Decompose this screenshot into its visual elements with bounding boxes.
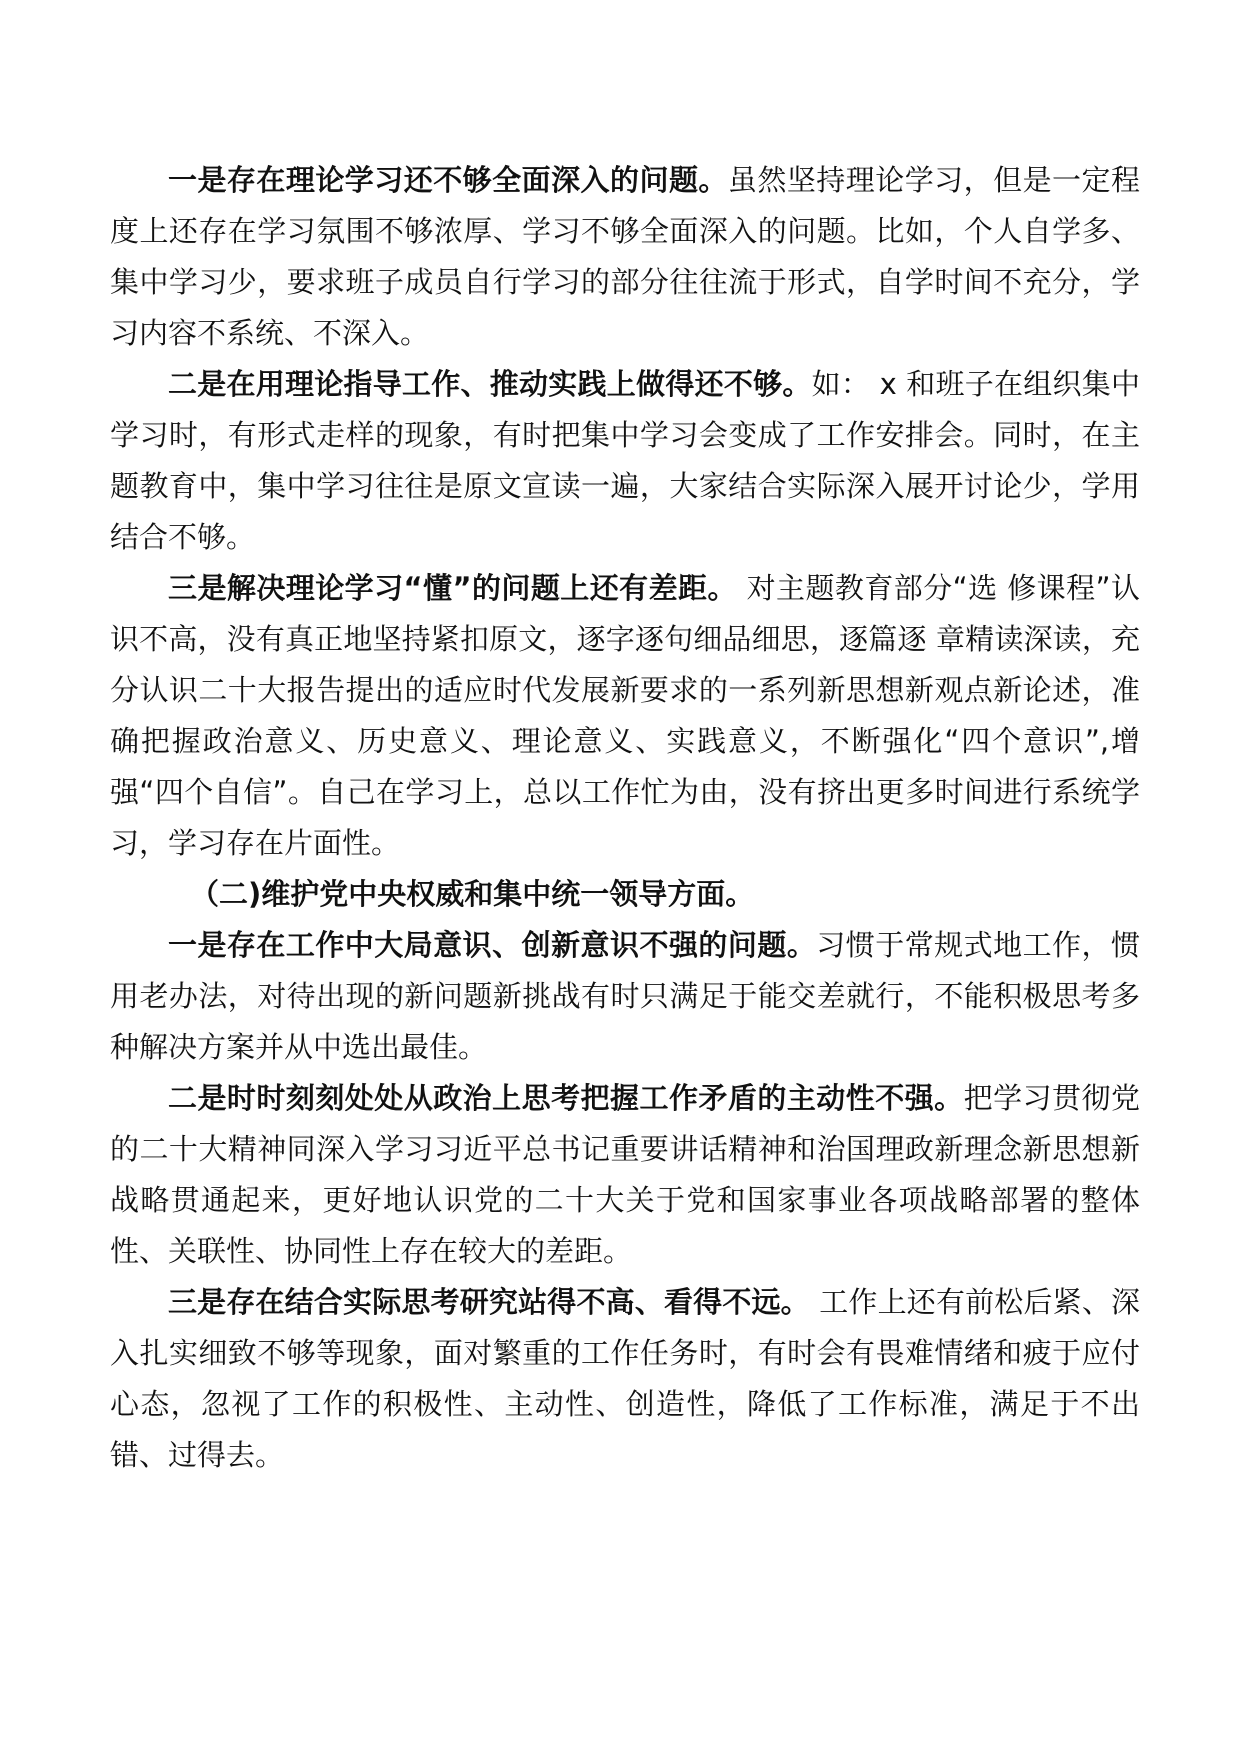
paragraph-lead: 二是时时刻刻处处从政治上思考把握工作矛盾的主动性不强。: [168, 1081, 964, 1115]
paragraph-overall-awareness: [110, 920, 1140, 1073]
paragraph-theory-understanding-gap: [110, 563, 1140, 869]
paragraph-political-initiative: [110, 1073, 1140, 1277]
section-heading: （二)维护党中央权威和集中统一领导方面。: [190, 877, 755, 911]
paragraph-body: 把学习贯彻党的二十大精神同深入学习习近平总书记重要讲话精神和治国理政新理念新思想新战略贯通起来，更好地认识党的二十大关于党和国家事业各项战略部署的整体性、关联性、协同性上存在较大的差距。: [110, 1081, 1140, 1268]
paragraph-lead: 一是存在理论学习还不够全面深入的问题。: [168, 163, 728, 197]
paragraph-body: 对主题教育部分“选 修课程”认识不高，没有真正地坚持紧扣原文，逐字逐句细品细思，逐篇逐 章精读深读，充分认识二十大报告提出的适应时代发展新要求的一系列新思想新观点新论述，准确把握政治意义、历史意义、理论意义、实践意义，不断强化“四个意识”,增强“四个自信”。自己在学习上，总以工作忙为由，没有挤出更多时间进行系统学习，学习存在片面性。: [110, 571, 1140, 860]
paragraph-lead: 三是解决理论学习“懂”的问题上还有差距。: [168, 571, 737, 605]
paragraph-practical-research: [110, 1277, 1140, 1481]
document-body: [110, 155, 1140, 1481]
paragraph-body: 虽然坚持理论学习，但是一定程度上还存在学习氛围不够浓厚、学习不够全面深入的问题。比如，个人自学多、集中学习少，要求班子成员自行学习的部分往往流于形式，自学时间不充分，学习内容不系统、不深入。: [110, 163, 1140, 350]
paragraph-body: 如： x 和班子在组织集中学习时，有形式走样的现象，有时把集中学习会变成了工作安排会。同时，在主题教育中，集中学习往往是原文宣读一遍，大家结合实际深入展开讨论少，学用结合不够。: [110, 367, 1140, 554]
paragraph-lead: 一是存在工作中大局意识、创新意识不强的问题。: [168, 928, 817, 962]
paragraph-theory-guiding-practice: [110, 359, 1140, 563]
paragraph-lead: 二是在用理论指导工作、推动实践上做得还不够。: [168, 367, 812, 401]
paragraph-lead: 三是存在结合实际思考研究站得不高、看得不远。: [168, 1285, 810, 1319]
paragraph-theory-study-depth: [110, 155, 1140, 359]
paragraph-body: 工作上还有前松后紧、深入扎实细致不够等现象，面对繁重的工作任务时，有时会有畏难情绪和疲于应付心态，忽视了工作的积极性、主动性、创造性，降低了工作标准，满足于不出错、过得去。: [110, 1285, 1141, 1472]
paragraph-body: 习惯于常规式地工作，惯用老办法，对待出现的新问题新挑战有时只满足于能交差就行，不能积极思考多种解决方案并从中选出最佳。: [110, 928, 1140, 1064]
